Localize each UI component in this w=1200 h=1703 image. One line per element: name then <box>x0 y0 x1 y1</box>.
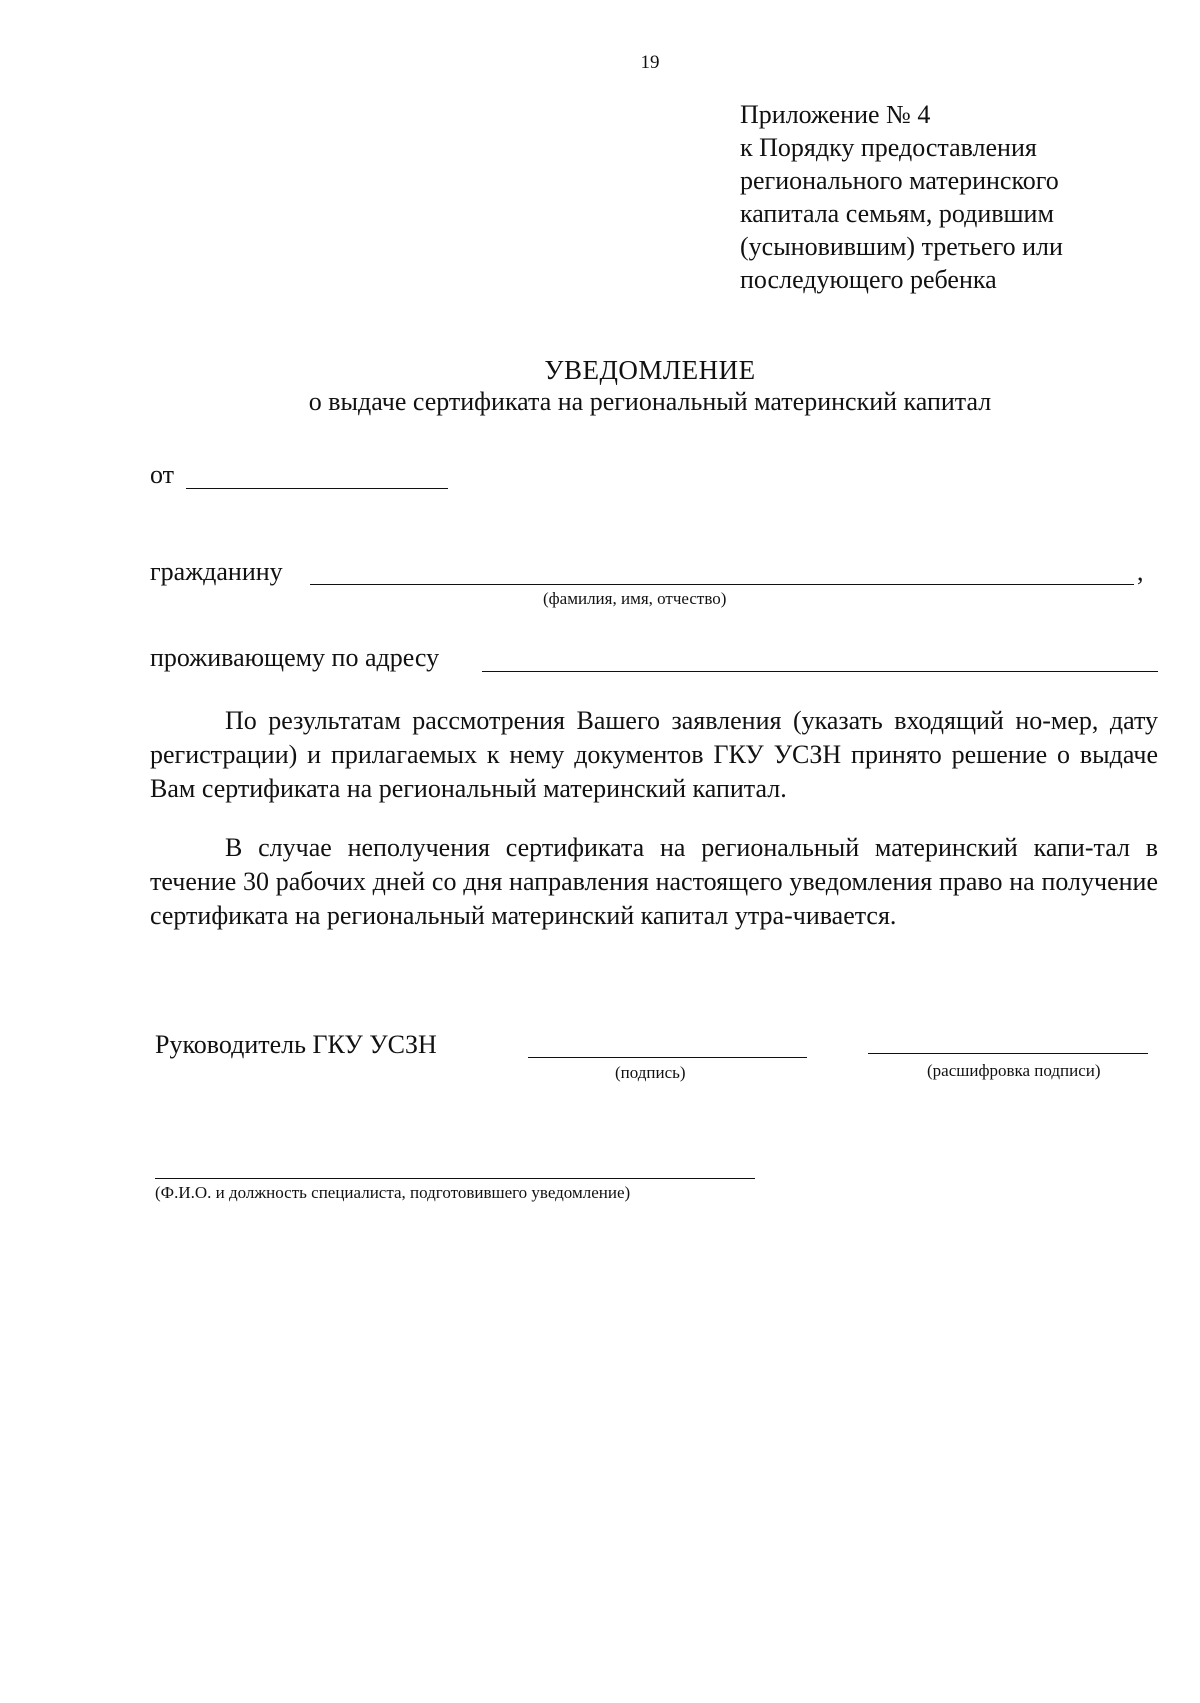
citizen-label: гражданину <box>150 557 283 586</box>
appendix-line: капитала семьям, родившим <box>740 199 1054 228</box>
signature-caption: (подпись) <box>615 1063 686 1082</box>
citizen-field-line <box>310 584 1134 585</box>
appendix-block <box>740 98 1063 296</box>
signature-decoding-caption: (расшифровка подписи) <box>927 1061 1101 1080</box>
appendix-line: к Порядку предоставления <box>740 133 1037 162</box>
citizen-caption: (фамилия, имя, отчество) <box>543 589 727 608</box>
document-subtitle: о выдаче сертификата на региональный материнский капитал <box>308 387 992 416</box>
from-field-line <box>186 488 448 489</box>
from-label: от <box>150 460 175 489</box>
citizen-trailing-comma: , <box>1137 557 1144 586</box>
address-field-line <box>482 671 1158 672</box>
appendix-line: последующего ребенка <box>740 265 997 294</box>
page-number: 19 <box>640 52 660 73</box>
signature-decoding-line <box>868 1053 1148 1054</box>
address-label: проживающему по адресу <box>150 643 440 672</box>
body-paragraph-expiry: В случае неполучения сертификата на региональный материнский капи-тал в течение 30 рабочих дней со дня направления настоящего уведомления право на получение сертификата на региональный материнский капитал утра-чивается. <box>150 833 1158 930</box>
appendix-line: Приложение № 4 <box>740 100 931 129</box>
signature-line <box>528 1057 807 1058</box>
appendix-line: (усыновившим) третьего или <box>740 232 1063 261</box>
specialist-line <box>155 1178 755 1179</box>
signature-label: Руководитель ГКУ УСЗН <box>155 1030 437 1059</box>
specialist-caption: (Ф.И.О. и должность специалиста, подготовившего уведомление) <box>155 1183 631 1202</box>
appendix-line: регионального материнского <box>740 166 1059 195</box>
document-title: УВЕДОМЛЕНИЕ <box>544 355 756 385</box>
body-paragraph-decision: По результатам рассмотрения Вашего заявления (указать входящий но-мер, дату регистрации) и прилагаемых к нему документов ГКУ УСЗН принято решение о выдаче Вам сертификата на региональный материнский капитал. <box>150 706 1158 803</box>
